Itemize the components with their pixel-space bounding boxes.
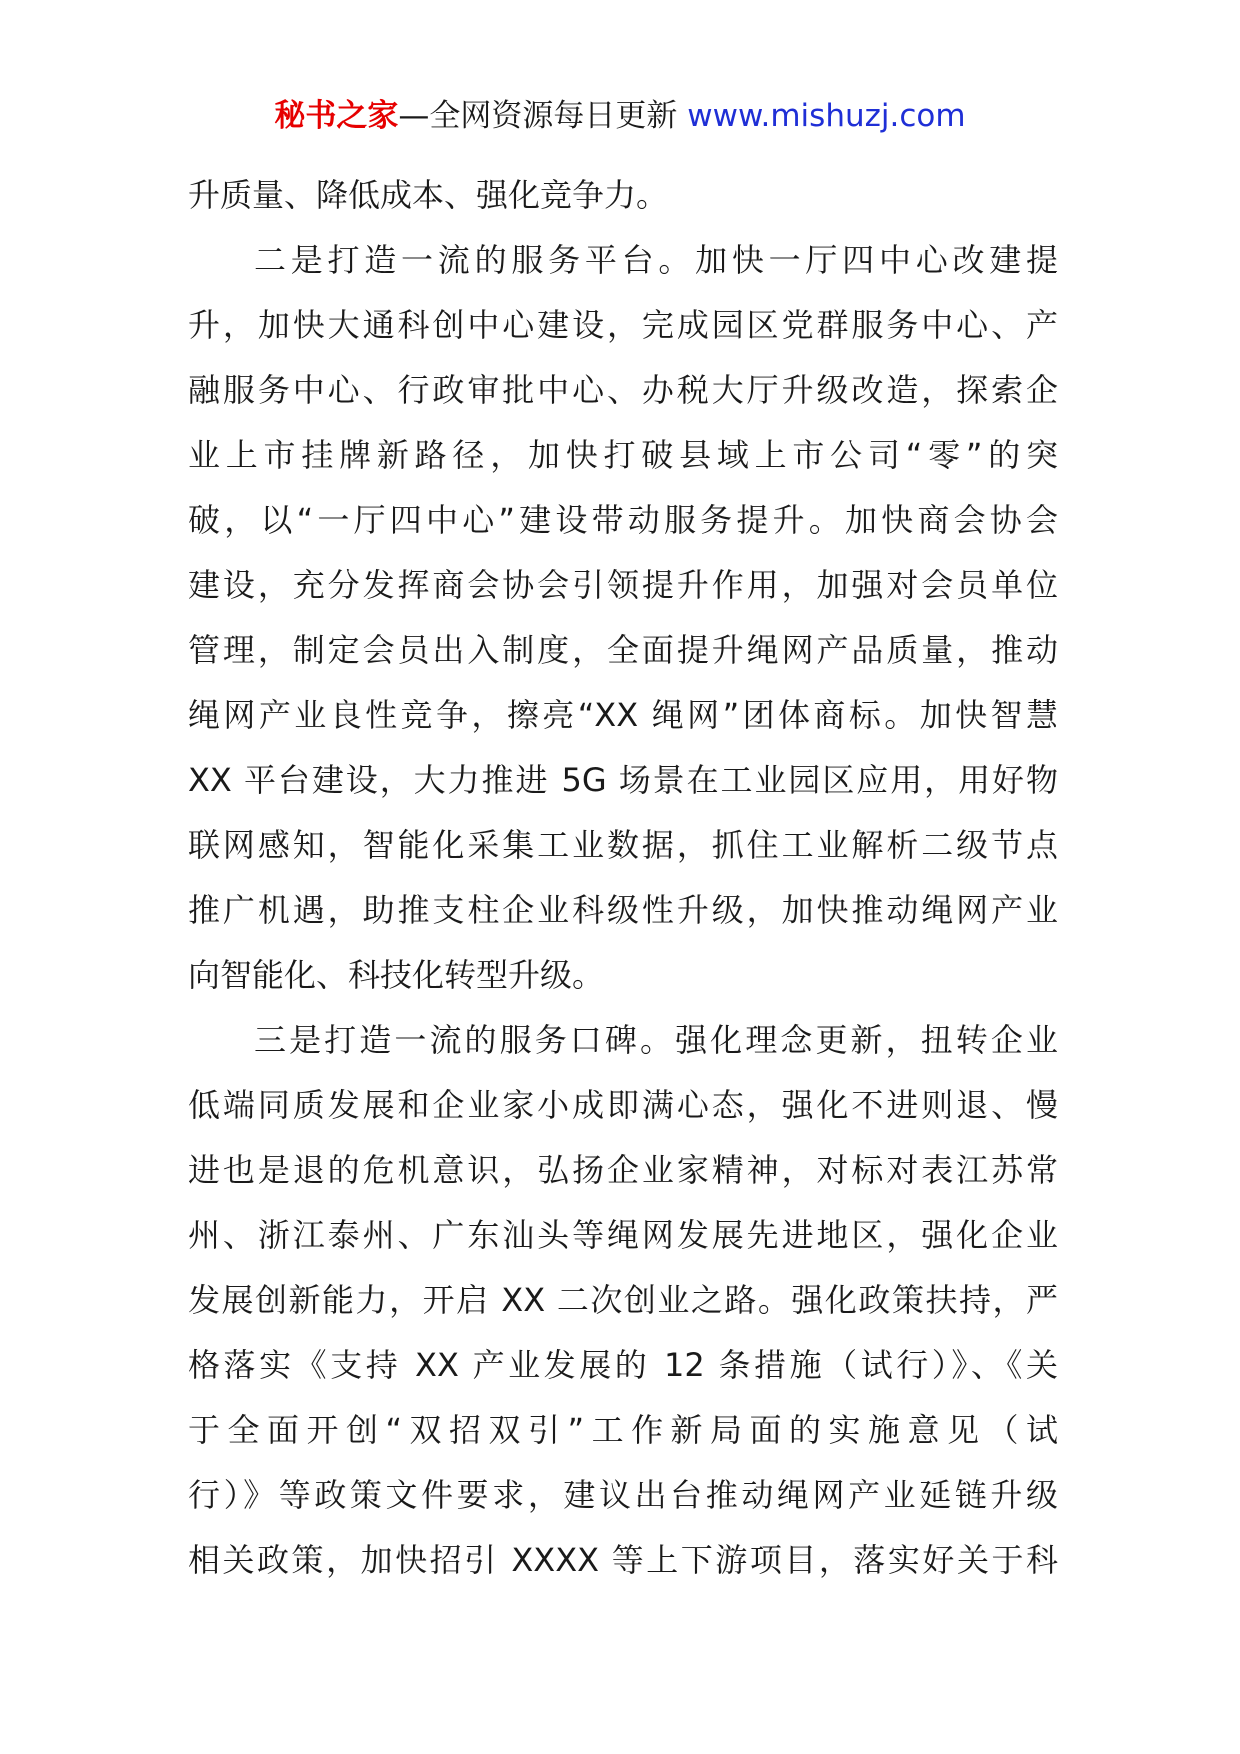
site-url-link[interactable]: www.mishuzj.com (687, 98, 966, 134)
text-line: 向智能化、科技化转型升级。 (188, 956, 605, 994)
text-line: 格落实《支持 XX 产业发展的 12 条措施（试行）》、《关 (188, 1346, 1058, 1384)
text-line: 融服务中心、行政审批中心、办税大厅升级改造，探索企 (188, 371, 1058, 409)
text-line: 低端同质发展和企业家小成即满心态，强化不进则退、慢 (188, 1086, 1058, 1124)
text-line: 推广机遇，助推支柱企业科级性升级，加快推动绳网产业 (188, 891, 1058, 929)
text-line: 业上市挂牌新路径，加快打破县域上市公司“零”的突 (188, 436, 1058, 474)
text-line: 绳网产业良性竞争，擦亮“XX 绳网”团体商标。加快智慧 (188, 696, 1058, 734)
text-line: 升，加快大通科创中心建设，完成园区党群服务中心、产 (188, 306, 1058, 344)
text-line: 于全面开创“双招双引”工作新局面的实施意见（试 (188, 1411, 1058, 1449)
text-line: 建设，充分发挥商会协会引领提升作用，加强对会员单位 (188, 566, 1058, 604)
text-line: 升质量、降低成本、强化竞争力。 (188, 176, 669, 214)
site-header (0, 96, 1240, 136)
site-tagline: —全网资源每日更新 (398, 98, 678, 134)
paragraph-3-start: 三是打造一流的服务口碑。强化理念更新，扭转企业 (254, 1021, 1058, 1059)
text-line: 行）》等政策文件要求，建议出台推动绳网产业延链升级 (188, 1476, 1058, 1514)
site-brand: 秘书之家 (274, 98, 399, 134)
text-line: 相关政策，加快招引 XXXX 等上下游项目，落实好关于科 (188, 1541, 1058, 1579)
text-line: 进也是退的危机意识，弘扬企业家精神，对标对表江苏常 (188, 1151, 1058, 1189)
text-line: 州、浙江泰州、广东汕头等绳网发展先进地区，强化企业 (188, 1216, 1058, 1254)
paragraph-2-start: 二是打造一流的服务平台。加快一厅四中心改建提 (254, 241, 1058, 279)
text-line: 破，以“一厅四中心”建设带动服务提升。加快商会协会 (188, 501, 1058, 539)
text-line: 发展创新能力，开启 XX 二次创业之路。强化政策扶持，严 (188, 1281, 1058, 1319)
document-body (188, 163, 1058, 1593)
text-line: XX 平台建设，大力推进 5G 场景在工业园区应用，用好物 (188, 761, 1058, 799)
text-line: 管理，制定会员出入制度，全面提升绳网产品质量，推动 (188, 631, 1058, 669)
text-line: 联网感知，智能化采集工业数据，抓住工业解析二级节点 (188, 826, 1058, 864)
